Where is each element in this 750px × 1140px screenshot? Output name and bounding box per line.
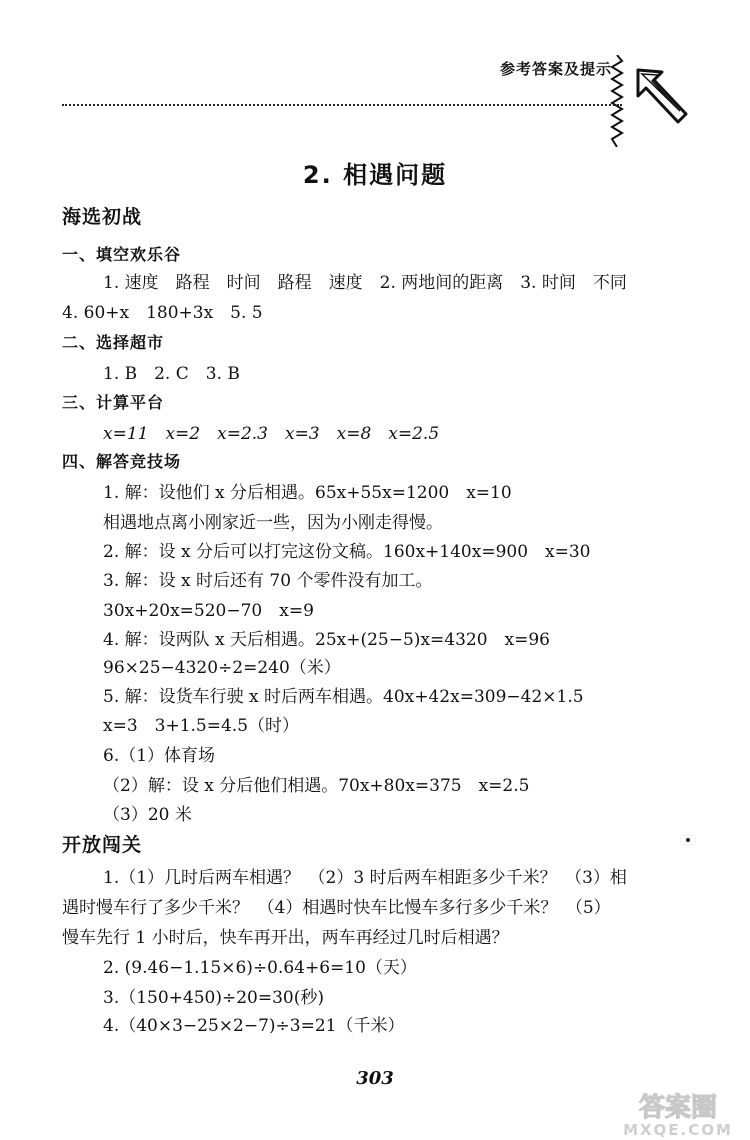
answer-line: 3. 解：设 x 时后还有 70 个零件没有加工。: [103, 571, 433, 591]
watermark-bottom: MXQE.COM: [623, 1121, 733, 1138]
answer-line: 慢车先行 1 小时后，快车再开出，两车再经过几时后相遇？: [62, 928, 509, 948]
answer-line: 1. B 2. C 3. B: [103, 364, 240, 384]
answer-line: 4.（40×3−25×2−7)÷3=21（千米）: [103, 1016, 405, 1036]
subsection-heading: 三、计算平台: [62, 393, 165, 412]
zigzag-divider: [610, 55, 624, 147]
answer-line: x=3 3+1.5=4.5（时）: [103, 716, 300, 736]
answer-line: 1. 解：设他们 x 分后相遇。65x+55x=1200 x=10: [103, 483, 512, 503]
subsection-heading: 四、解答竞技场: [62, 452, 182, 471]
page-title: 2. 相遇问题: [302, 161, 448, 189]
watermark-logo: [610, 1088, 746, 1138]
header-dotted-rule: [62, 104, 622, 106]
section-heading-kaifang: 开放闯关: [62, 834, 143, 856]
answer-line: 2. (9.46−1.15×6)÷0.64+6=10（天）: [103, 958, 417, 978]
section-heading-haixuan: 海选初战: [62, 206, 143, 228]
answer-line: 30x+20x=520−70 x=9: [103, 601, 314, 621]
scan-speck: [686, 838, 690, 842]
answer-line: 1. 速度 路程 时间 路程 速度 2. 两地间的距离 3. 时间 不同: [103, 273, 627, 293]
page-number: 303: [356, 1068, 394, 1089]
answer-line: 相遇地点离小刚家近一些，因为小刚走得慢。: [103, 513, 443, 533]
answer-line: （3）20 米: [103, 805, 192, 825]
answer-line: （2）解：设 x 分后他们相遇。70x+80x=375 x=2.5: [103, 776, 530, 796]
answer-line: 2. 解：设 x 分后可以打完这份文稿。160x+140x=900 x=30: [103, 542, 591, 562]
subsection-heading: 二、选择超市: [62, 333, 165, 352]
answer-line: 96×25−4320÷2=240（米）: [103, 658, 341, 678]
watermark-top: 答案圈: [638, 1093, 718, 1123]
answer-line: 1.（1）几时后两车相遇？ （2）3 时后两车相距多少千米？ （3）相: [103, 868, 627, 888]
answer-line: 遇时慢车行了多少千米？ （4）相遇时快车比慢车多行多少千米？ （5）: [62, 898, 611, 918]
header-label: 参考答案及提示: [499, 60, 612, 78]
subsection-heading: 一、填空欢乐谷: [62, 245, 182, 264]
answer-line: 4. 解：设两队 x 天后相遇。25x+(25−5)x=4320 x=96: [103, 630, 550, 650]
arrow-icon: [632, 64, 690, 126]
answer-line: x=11 x=2 x=2.3 x=3 x=8 x=2.5: [103, 424, 440, 444]
answer-line: 3.（150+450)÷20=30(秒): [103, 988, 325, 1008]
answer-line: 4. 60+x 180+3x 5. 5: [62, 303, 263, 323]
answer-line: 5. 解：设货车行驶 x 时后两车相遇。40x+42x=309−42×1.5: [103, 687, 584, 707]
answer-line: 6.（1）体育场: [103, 746, 216, 766]
